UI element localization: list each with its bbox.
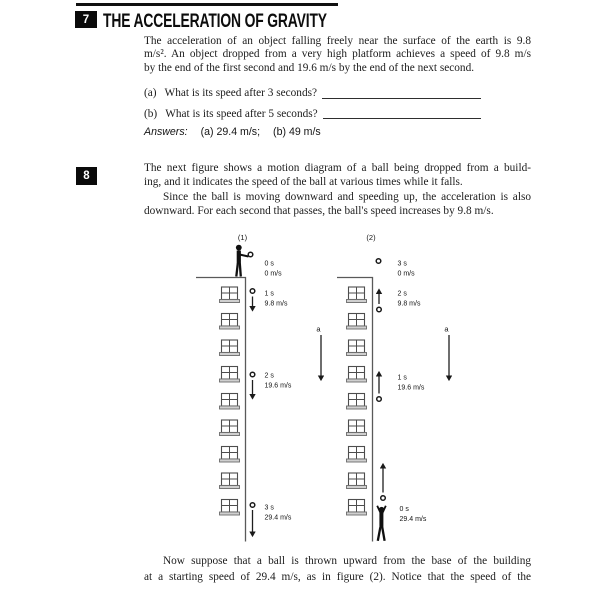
time-label: 2 s [264,372,274,380]
question-a-text: What is its speed after 3 seconds? [164,87,318,99]
text-line: downward. For each second that passes, the ball's speed increases by 9.8 m/s. [144,205,494,218]
ball-icon [377,397,382,402]
window-icon [347,500,367,516]
window-icon [220,367,240,383]
text-line: Since the ball is moving downward and speeding up, the acceleration is also [163,190,531,203]
window-icon [220,314,240,330]
speed-label: 19.6 m/s [264,382,292,390]
window-icon [347,340,367,356]
window-icon [220,287,240,303]
answer-b-value: (b) 49 m/s [273,125,321,138]
speed-label: 0 m/s [264,270,282,278]
ball-icon [250,372,255,377]
building-1 [196,278,246,542]
text-line: m/s². An object dropped from a very high platform achieves a speed of 9.8 m/s [144,48,531,61]
section-8-number-badge [76,167,97,185]
time-label: 1 s [397,374,407,382]
text-line: Now suppose that a ball is thrown upward from the base of the building [163,555,531,567]
speed-label: 0 m/s [397,270,415,278]
window-icon [347,314,367,330]
question-b-text: What is its speed after 5 seconds? [165,107,318,120]
time-label: 0 s [264,260,274,268]
answer-blank-line [323,108,481,120]
question-a-tag: (a) [144,87,157,99]
window-icon [220,473,240,489]
window-icon [347,367,367,383]
figure-1 [196,233,321,542]
speed-label: 19.6 m/s [397,384,425,392]
section-7-number-badge [75,11,97,28]
window-icon [347,420,367,436]
ball-icon [377,307,382,312]
window-icon [220,500,240,516]
time-label: 0 s [399,506,409,513]
ball-icon [248,252,253,257]
window-icon [220,420,240,436]
time-label: 1 s [264,290,274,298]
speed-label: 29.4 m/s [399,516,427,523]
text-line: at a starting speed of 29.4 m/s, as in figure (2). Notice that the speed of the [144,571,531,584]
time-label: 2 s [397,290,407,298]
closing-paragraph [144,553,531,585]
person-dropping-icon [236,245,249,277]
page-title: THE ACCELERATION OF GRAVITY [103,11,327,32]
answer-blank-line [322,87,481,99]
text-line: The acceleration of an object falling freely near the surface of the earth is 9.8 [144,35,531,47]
ball-icon [381,496,386,501]
answers-row [144,126,321,138]
section-number: 7 [82,13,90,26]
motion-diagram-figure [180,226,475,548]
text-line: by the end of the first second and 19.6 m/s by the end of the next second. [144,61,475,74]
window-icon [347,287,367,303]
speed-label: 29.4 m/s [264,514,292,522]
text-line: The next figure shows a motion diagram of a ball being dropped from a build- [144,162,531,174]
acceleration-label: a [444,324,449,334]
ball-icon [250,503,255,508]
building-2 [337,278,373,542]
answers-label: Answers: [144,125,188,138]
window-icon [220,340,240,356]
speed-label: 9.8 m/s [397,300,421,308]
window-icon [220,394,240,410]
section-number: 8 [83,170,90,182]
time-label: 3 s [264,504,274,512]
answer-a-value: (a) 29.4 m/s; [200,125,261,138]
ball-icon [250,289,255,294]
window-icon [347,473,367,489]
text-line: ing, and it indicates the speed of the ball at various times while it falls. [144,176,463,189]
figure-2-label: (2) [366,233,376,242]
window-icon [347,447,367,463]
acceleration-label: a [316,324,321,334]
building-outline [196,278,246,542]
question-b-tag: (b) [144,107,158,120]
time-label: 3 s [397,260,407,268]
section-rule [76,3,338,6]
section-8-paragraph [144,161,531,218]
question-b-row [144,108,481,121]
window-icon [347,394,367,410]
window-icon [220,447,240,463]
question-a-row [144,87,481,100]
person-throwing-icon [377,506,386,541]
figure-1-label: (1) [237,233,248,242]
section-7-paragraph [144,35,531,75]
figure-2 [337,233,449,542]
speed-label: 9.8 m/s [264,300,288,308]
ball-icon [376,259,381,264]
